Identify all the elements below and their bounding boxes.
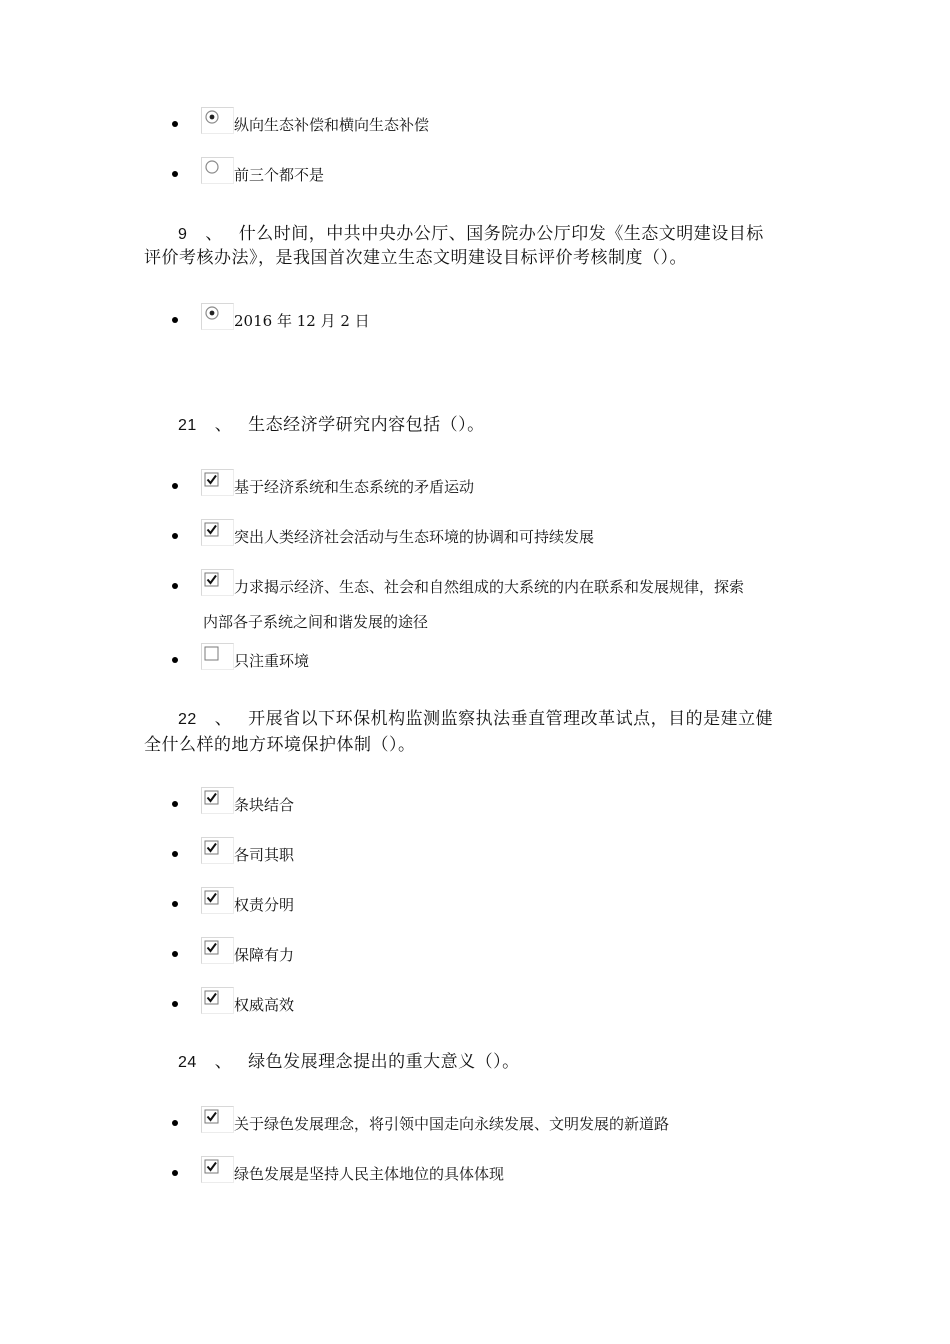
bullet-icon xyxy=(172,121,178,127)
checkbox-checked[interactable] xyxy=(201,1156,234,1183)
bullet-icon xyxy=(172,1170,178,1176)
answer-option xyxy=(0,157,950,187)
question-separator: 、 xyxy=(205,224,223,244)
bullet-icon xyxy=(172,901,178,907)
option-label: 基于经济系统和生态系统的矛盾运动 xyxy=(234,478,475,496)
question-separator: 、 xyxy=(214,1052,233,1072)
bullet-icon xyxy=(172,1001,178,1007)
checkbox-checked[interactable] xyxy=(201,837,234,864)
question-separator: 、 xyxy=(214,709,233,729)
question-number: 21 xyxy=(178,417,197,434)
question-separator: 、 xyxy=(214,415,233,435)
bullet-icon xyxy=(172,317,178,323)
bullet-icon xyxy=(172,951,178,957)
bullet-icon xyxy=(172,851,178,857)
question-text-line: 什么时间，中共中央办公厅、国务院办公厅印发《生态文明建设目标 xyxy=(238,224,764,244)
checkbox-checked[interactable] xyxy=(201,887,234,914)
bullet-icon xyxy=(172,657,178,663)
question-title xyxy=(178,222,764,247)
question-title xyxy=(178,707,773,732)
bullet-icon xyxy=(172,801,178,807)
option-label: 权责分明 xyxy=(234,896,295,914)
question-text-line: 全什么样的地方环境保护体制（）。 xyxy=(144,735,416,755)
question-text-line: 生态经济学研究内容包括（）。 xyxy=(248,415,485,435)
bullet-icon xyxy=(172,483,178,489)
option-label: 纵向生态补偿和横向生态补偿 xyxy=(234,116,430,134)
bullet-icon xyxy=(172,1120,178,1126)
answer-option xyxy=(0,303,950,333)
radio-button-checked[interactable] xyxy=(201,303,234,330)
answer-option xyxy=(0,1156,950,1186)
option-label: 绿色发展是坚持人民主体地位的具体体现 xyxy=(234,1165,505,1183)
answer-option xyxy=(0,643,950,673)
answer-option xyxy=(0,107,950,137)
question-number: 9 xyxy=(178,226,188,243)
option-label-continuation: 内部各子系统之间和谐发展的途径 xyxy=(203,613,429,631)
option-label: 保障有力 xyxy=(234,946,295,964)
option-label: 各司其职 xyxy=(234,846,295,864)
question-number: 22 xyxy=(178,711,197,728)
answer-option xyxy=(0,787,950,817)
checkbox-checked[interactable] xyxy=(201,569,234,596)
option-label: 前三个都不是 xyxy=(234,166,325,184)
radio-button-checked[interactable] xyxy=(201,107,234,134)
answer-option xyxy=(0,569,950,599)
bullet-icon xyxy=(172,583,178,589)
question-title xyxy=(178,1050,520,1075)
question-text-line: 开展省以下环保机构监测监察执法垂直管理改革试点，目的是建立健 xyxy=(248,709,774,729)
question-title xyxy=(178,413,485,438)
option-label: 2016 年 12 月 2 日 xyxy=(234,312,370,330)
answer-option xyxy=(0,519,950,549)
answer-option xyxy=(0,887,950,917)
checkbox-checked[interactable] xyxy=(201,469,234,496)
answer-option xyxy=(0,469,950,499)
checkbox-checked[interactable] xyxy=(201,787,234,814)
option-label: 突出人类经济社会活动与生态环境的协调和可持续发展 xyxy=(234,528,595,546)
bullet-icon xyxy=(172,533,178,539)
answer-option xyxy=(0,837,950,867)
radio-button-unchecked[interactable] xyxy=(201,157,234,184)
checkbox-checked[interactable] xyxy=(201,987,234,1014)
option-label: 权威高效 xyxy=(234,996,295,1014)
answer-option xyxy=(0,987,950,1017)
question-text-line: 评价考核办法》，是我国首次建立生态文明建设目标评价考核制度（）。 xyxy=(144,248,687,268)
option-label: 只注重环境 xyxy=(234,652,310,670)
answer-option xyxy=(0,1106,950,1136)
checkbox-checked[interactable] xyxy=(201,937,234,964)
option-label: 条块结合 xyxy=(234,796,295,814)
question-text-line: 绿色发展理念提出的重大意义（）。 xyxy=(248,1052,520,1072)
option-label: 力求揭示经济、生态、社会和自然组成的大系统的内在联系和发展规律，探索 xyxy=(234,578,745,596)
question-number: 24 xyxy=(178,1054,197,1071)
checkbox-checked[interactable] xyxy=(201,519,234,546)
bullet-icon xyxy=(172,171,178,177)
option-label: 关于绿色发展理念，将引领中国走向永续发展、文明发展的新道路 xyxy=(234,1115,670,1133)
checkbox-checked[interactable] xyxy=(201,1106,234,1133)
answer-option xyxy=(0,937,950,967)
checkbox-unchecked[interactable] xyxy=(201,643,234,670)
